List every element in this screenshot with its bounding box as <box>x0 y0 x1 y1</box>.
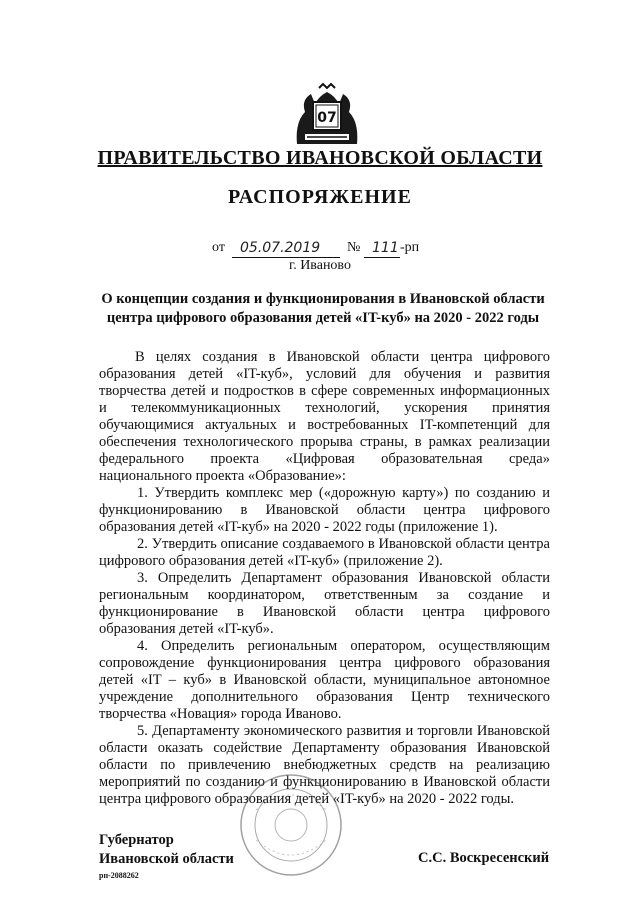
document-code: рп-2088262 <box>99 871 139 880</box>
coat-of-arms-icon <box>291 82 363 150</box>
item-paragraph: 5. Департаменту экономического развития и торговли Ивановской области оказать содействие Департаменту образования Ивановской области по привлечению внебюджетных средств на реализацию мероприятий по созданию и функционированию в Ивановской области центра цифрового образования детей «IT-куб» на 2020 - 2022 годы. <box>99 723 550 807</box>
position-line-1: Губернатор <box>99 832 174 848</box>
item-paragraph: 2. Утвердить описание создаваемого в Ивановской области центра цифрового образования детей «IT-куб» (приложение 2). <box>99 536 550 569</box>
government-title: ПРАВИТЕЛЬСТВО ИВАНОВСКОЙ ОБЛАСТИ <box>97 147 543 169</box>
preamble-paragraph: В целях создания в Ивановской области центра цифрового образования детей «IT-куб», условий для обучения и развития творчества детей и подростков в сфере современных информационных и телекоммуникационных технологий, ускорения принятия обучающимися актуальных и востребованных IT-компетенций для обеспечения технологического прорыва страны, в рамках реализации федерального проекта «Цифровая образовательная среда» национального проекта «Образование»: <box>99 349 550 484</box>
registration-number: 111 <box>372 240 399 256</box>
item-paragraph: 4. Определить региональным оператором, осуществляющим сопровождение функционирования центра цифрового образования детей «IT – куб» в Ивановской области, муниципальное автономное учреждение дополнительного образования Центр технического творчества «Новация» города Иваново. <box>99 638 550 722</box>
document-body <box>99 349 550 808</box>
registration-date: 05.07.2019 <box>240 240 321 256</box>
number-suffix: -рп <box>400 240 420 255</box>
from-label: от <box>212 240 225 255</box>
signatory-name: С.С. Воскресенский <box>418 850 550 866</box>
official-stamp-icon <box>236 770 346 880</box>
item-paragraph: 3. Определить Департамент образования Ивановской области региональным координатором, ответственным за создание и функционирование в Ивановской области центра цифрового образования детей «IT-куб». <box>99 570 550 637</box>
document-type: РАСПОРЯЖЕНИЕ <box>228 186 412 208</box>
position-line-2: Ивановской области <box>99 851 234 867</box>
svg-text:07: 07 <box>317 110 337 126</box>
number-label: № <box>347 240 361 255</box>
signature-position <box>99 831 234 869</box>
document-subject: О концепции создания и функционирования в Ивановской области центра цифрового образования детей «IT-куб» на 2020 - 2022 годы <box>101 291 545 326</box>
city: г. Иваново <box>289 258 351 273</box>
item-paragraph: 1. Утвердить комплекс мер («дорожную карту») по созданию и функционированию в Ивановской области центра цифрового образования детей «IT-куб» на 2020 - 2022 годы (приложение 1). <box>99 485 550 535</box>
